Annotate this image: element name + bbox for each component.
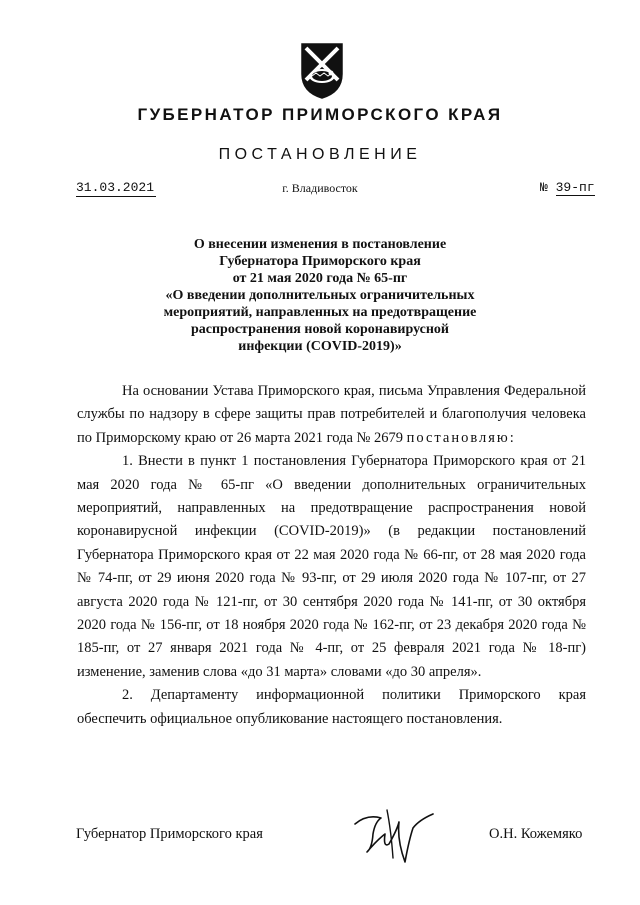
title-line: О внесении изменения в постановление (193, 237, 447, 252)
issuing-authority: ГУБЕРНАТОР ПРИМОРСКОГО КРАЯ (137, 105, 503, 124)
title-line: от 21 мая 2020 года № 65-пг (232, 271, 408, 286)
decree-title (90, 236, 550, 355)
signature-icon (347, 800, 439, 870)
coat-of-arms-icon (298, 40, 346, 100)
decree-city: г. Владивосток (282, 181, 358, 195)
decree-body (77, 380, 586, 731)
number-value: 39-пг (555, 180, 595, 195)
title-line: Губернатора Приморского края (219, 254, 421, 269)
title-line: «О введении дополнительных ограничительных (165, 288, 475, 303)
resolve-word: постановляю: (406, 429, 516, 446)
decree-date: 31.03.2021 (76, 180, 155, 195)
number-sign: № (540, 180, 548, 195)
item-2-paragraph: 2. Департаменту информационной политики Приморского края обеспечить официальное опубликование настоящего постановления. (77, 687, 586, 727)
item-1-paragraph: 1. Внести в пункт 1 постановления Губернатора Приморского края от 21 мая 2020 года № 65-пг «О введении дополнительных ограничительных мероприятий, направленных на предотвращение распространения новой коронавирусной инфекции (COVID-2019)» (в редакции постановлений Губернатора Приморского края от 22 мая 2020 года № 66-пг, от 28 мая 2020 года № 74-пг, от 29 июня 2020 года № 93-пг, от 29 июля 2020 года № 107-пг, от 27 августа 2020 года № 121-пг, от 30 сентября 2020 года № 141-пг, от 30 октября 2020 года № 156-пг, от 18 ноября 2020 года № 162-пг, от 23 декабря 2020 года № 185-пг, от 27 января 2021 года № 4-пг, от 25 февраля 2021 года № 18-пг) изменение, заменив слова «до 31 марта» словами «до 30 апреля». (77, 453, 586, 680)
title-line: мероприятий, направленных на предотвращение (163, 305, 477, 320)
title-line: инфекции (COVID-2019)» (238, 339, 402, 354)
preamble-paragraph (77, 380, 586, 450)
signatory-name: О.Н. Кожемяко (489, 826, 583, 842)
document-type: ПОСТАНОВЛЕНИЕ (218, 146, 422, 163)
decree-number (540, 180, 595, 196)
signatory-position: Губернатор Приморского края (76, 826, 263, 842)
title-line: распространения новой коронавирусной (190, 322, 449, 337)
preamble-text: На основании Устава Приморского края, письма Управления Федеральной службы по надзору в сфере защиты прав потребителей и благополучия человека по Приморскому краю от 26 марта 2021 года № 2679 (77, 383, 586, 446)
